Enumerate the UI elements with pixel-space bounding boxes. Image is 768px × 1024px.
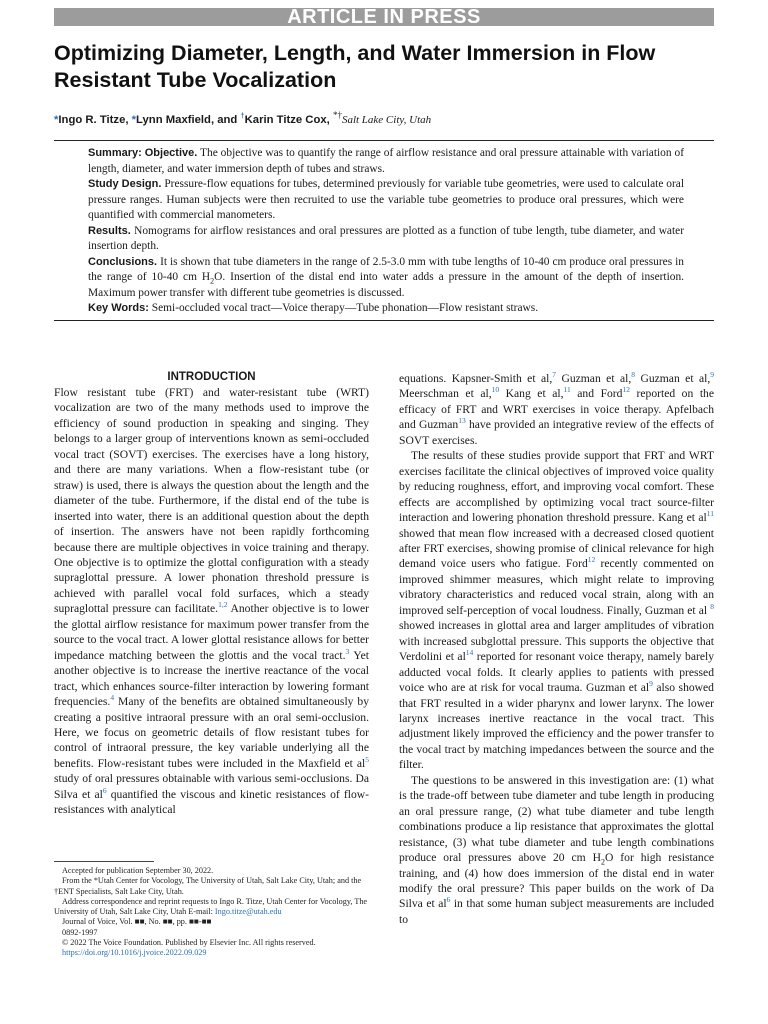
text: Guzman et al, <box>556 372 632 385</box>
footnote-issn: 0892-1997 <box>62 927 98 937</box>
abstract-objective <box>88 146 684 177</box>
citation-link[interactable]: 9 <box>710 370 715 380</box>
text: Guzman et al, <box>635 372 711 385</box>
text: recently commented on improved shimmer measures, which might relate to improving vibratory characteristics and reduced vocal strain, along with an improved self-perception of vocal loudness. Finally, Guzman et al <box>399 557 714 617</box>
affiliation: Salt Lake City, Utah <box>341 114 432 126</box>
paragraph <box>399 773 714 928</box>
text: showed that mean flow increased with a decreased closed quotient after FRT exercises, showing promise of clinical relevance for high demand voice users who fatigue. Ford <box>399 526 714 571</box>
design-label: Study Design. <box>88 178 162 190</box>
doi-link[interactable]: https://doi.org/10.1016/j.jvoice.2022.09.029 <box>62 948 207 958</box>
author-name[interactable]: Ingo R. Titze, <box>58 114 132 126</box>
citation-link[interactable]: 12 <box>587 555 596 565</box>
footnotes <box>54 866 369 959</box>
text: showed increases in glottal area and larger amplitudes of vibration with increased subglottal pressure. This supports the objective that Verdolini et al <box>399 619 714 664</box>
abstract-design <box>88 177 684 224</box>
citation-link[interactable]: 11 <box>706 509 714 519</box>
article-title <box>54 40 724 94</box>
footnote-address <box>54 897 369 918</box>
right-column <box>399 371 714 927</box>
paragraph <box>54 385 369 818</box>
citation-link[interactable]: 14 <box>465 648 474 658</box>
left-column <box>54 370 369 818</box>
text: study of oral pressures obtainable with various semi-occlusions. Da Silva et al <box>54 772 369 801</box>
author-affil-mark[interactable]: * <box>54 114 59 126</box>
author-affil-mark[interactable]: † <box>240 111 245 121</box>
subscript: 2 <box>210 276 215 286</box>
text: have provided an integrative review of the effects of SOVT exercises. <box>399 418 714 447</box>
citation-link[interactable]: 7 <box>552 370 557 380</box>
text: reported on the efficacy of FRT and WRT exercises in voice therapy. Apfelbach and Guzman <box>399 387 714 432</box>
abstract <box>88 146 684 317</box>
text: Yet another objective is to increase the inertive reactance of the vocal tract, which enhances source-filter interaction by lowering formant frequencies. <box>54 648 370 709</box>
citation-link[interactable]: 6 <box>446 895 451 905</box>
text: Meerschman et al, <box>399 387 492 401</box>
text: and Ford <box>570 387 623 401</box>
objective-label: Objective. <box>144 147 198 159</box>
title-line-1: Optimizing Diameter, Length, and Water Immersion in Flow <box>54 41 656 65</box>
subscript: 2 <box>600 857 605 867</box>
conclusions-text: O. Insertion of the distal end into water adds a pressure in the amount of the depth of insertion. Maximum power transfer with different tube geometries is discussed. <box>88 271 684 299</box>
paragraph <box>399 448 714 773</box>
citation-link[interactable]: 11 <box>563 385 571 395</box>
citation-link[interactable]: 10 <box>491 385 500 395</box>
abstract-top-rule <box>54 140 714 141</box>
abstract-bottom-rule <box>54 320 714 321</box>
citation-link[interactable]: 6 <box>102 785 107 795</box>
text: The questions to be answered in this investigation are: (1) what is the trade-off between tube diameter and tube length in producing an oral pressure range, (2) what tube diameter and tube length combinations produce a lip resistance that approximates the glottal resistance, (3) what tube diameter and tube length combinations produce oral pressures above 20 cm H <box>399 773 714 865</box>
text: also showed that FRT resulted in a wider pharynx and lower larynx. The lower larynx increases inertive reactance in the vocal tract. This adjustment likely improved the efficiency and the power transfer to the vocal tract by matching impedances between the source and the filter. <box>399 681 714 772</box>
text: in that some human subject measurements are included to <box>399 897 714 926</box>
email-link[interactable]: Ingo.titze@utah.edu <box>214 907 282 917</box>
conclusions-text: It is shown that tube diameters in the range of 2.5-3.0 mm with tube lengths of 10-40 cm produce oral pressures in the range of 10-40 cm H <box>88 255 684 283</box>
citation-link[interactable]: 8 <box>710 601 714 611</box>
article-in-press-banner: ARTICLE IN PRESS <box>54 8 714 26</box>
title-line-2: Resistant Tube Vocalization <box>54 68 337 92</box>
citation-link[interactable]: 13 <box>458 416 466 426</box>
citation-link[interactable]: 12 <box>622 385 630 395</box>
text: Many of the benefits are obtained simultaneously by creating a positive intraoral pressure with an oral semi-occlusion. Here, we focus on geometric details of flow resistant tubes for control of intraoral pressure, the key variable underlying all the benefits. Flow-resistant tubes were included in the Maxfield et al <box>54 695 369 770</box>
abstract-conclusions <box>88 255 684 302</box>
footnote-copyright: © 2022 The Voice Foundation. Published by Elsevier Inc. All rights reserved. <box>62 938 316 948</box>
section-heading-introduction: INTRODUCTION <box>167 371 256 383</box>
keywords-text: Semi-occluded vocal tract—Voice therapy—Tube phonation—Flow resistant straws. <box>151 302 539 314</box>
text: reported for resonant voice therapy, namely barely adducted vocal folds. It clearly applies to patients with pressed voice who are at risk for vocal trauma. Guzman et al <box>399 650 714 695</box>
abstract-results <box>88 224 684 255</box>
abstract-keywords <box>88 301 684 317</box>
author-line <box>54 112 724 128</box>
objective-text: The objective was to quantify the range of airflow resistance and oral pressure attainable with variation of length, diameter, and water immersion depth of tubes and straws. <box>88 147 684 175</box>
author-name[interactable]: Lynn Maxfield, and <box>136 114 241 126</box>
author-affil-mark[interactable]: * <box>131 114 137 126</box>
affiliation-symbols: *† <box>332 110 342 121</box>
text: Kang et al, <box>499 387 564 401</box>
summary-label: Summary: <box>88 147 142 159</box>
citation-link[interactable]: 4 <box>110 693 115 703</box>
footnote-from: From the *Utah Center for Vocology, The University of Utah, Salt Lake City, Utah; and the †ENT Specialists, Salt Lake City, Utah. <box>54 876 362 896</box>
text: quantified the viscous and kinetic resistances of flow-resistances with analytical <box>54 787 369 817</box>
conclusions-label: Conclusions. <box>88 255 158 268</box>
citation-link[interactable]: 3 <box>345 646 350 656</box>
text: Flow resistant tube (FRT) and water-resistant tube (WRT) vocalization are two of the many methods used to improve the efficiency of sound production in speaking and singing. They belongs to a larger group of interventions known as semi-occluded vocal tract (SOVT) exercises. The exercises have a long history, and there are many variations. When a flow-resistant tube (or straw) is used, there is always the question about the length and the diameter of the tube. Furthermore, if the distal end of the tube is inserted into water, there is an additional question about the depth of insertion. The answers have not been rapidly forthcoming because there are multiple objectives in voice training and therapy. One objective is to optimize the glottal configuration with a steady supraglottal pressure. A lower phonation threshold pressure is achieved with parallel vocal fold surfaces, which a steady supraglottal pressure can facilitate. <box>54 386 369 616</box>
footnote-rule <box>54 861 154 862</box>
results-text: Nomograms for airflow resistances and oral pressures are plotted as a function of tube length, tube diameter, and water insertion depth. <box>88 224 684 252</box>
citation-link[interactable]: 1,2 <box>218 600 228 610</box>
author-name[interactable]: Karin Titze Cox, <box>244 114 333 126</box>
text: Address correspondence and reprint requests to Ingo R. Titze, Utah Center for Vocology, The University of Utah, Salt Lake City, Utah E-mail: <box>54 896 368 917</box>
text: equations. Kapsner-Smith et al, <box>399 372 553 385</box>
paragraph <box>399 371 714 448</box>
text: Another objective is to lower the glottal airflow resistance for maximum power transfer from the source to the vocal tract. A lower glottal resistance allows for better impedance matching between the glottis and the vocal tract. <box>54 602 370 662</box>
footnote-accepted: Accepted for publication September 30, 2022. <box>62 866 214 875</box>
text: The results of these studies provide support that FRT and WRT exercises facilitate the clinical objectives of improved voice quality by reducing roughness, effort, and improving vocal comfort. These effects are accomplished by optimizing vocal tract source-filter interaction and lowering phonation threshold pressure. Kang et al <box>399 449 714 525</box>
keywords-label: Key Words: <box>88 302 149 314</box>
results-label: Results. <box>88 224 131 237</box>
design-text: Pressure-flow equations for tubes, determined previously for variable tube geometries, were used to calculate oral pressure ranges. Human subjects were then recruited to use the variable tube geometries to produce oral pressures, which were quantified with commercial manometers. <box>88 178 684 221</box>
text: O for high resistance training, and (4) how does immersion of the distal end in water modify the oral pressure? This paper builds on the work of Da Silva et al <box>399 851 714 911</box>
footnote-journal: Journal of Voice, Vol. ■■, No. ■■, pp. ■■-■■ <box>62 917 212 927</box>
citation-link[interactable]: 9 <box>649 679 653 689</box>
citation-link[interactable]: 8 <box>631 370 636 380</box>
citation-link[interactable]: 5 <box>365 755 369 765</box>
